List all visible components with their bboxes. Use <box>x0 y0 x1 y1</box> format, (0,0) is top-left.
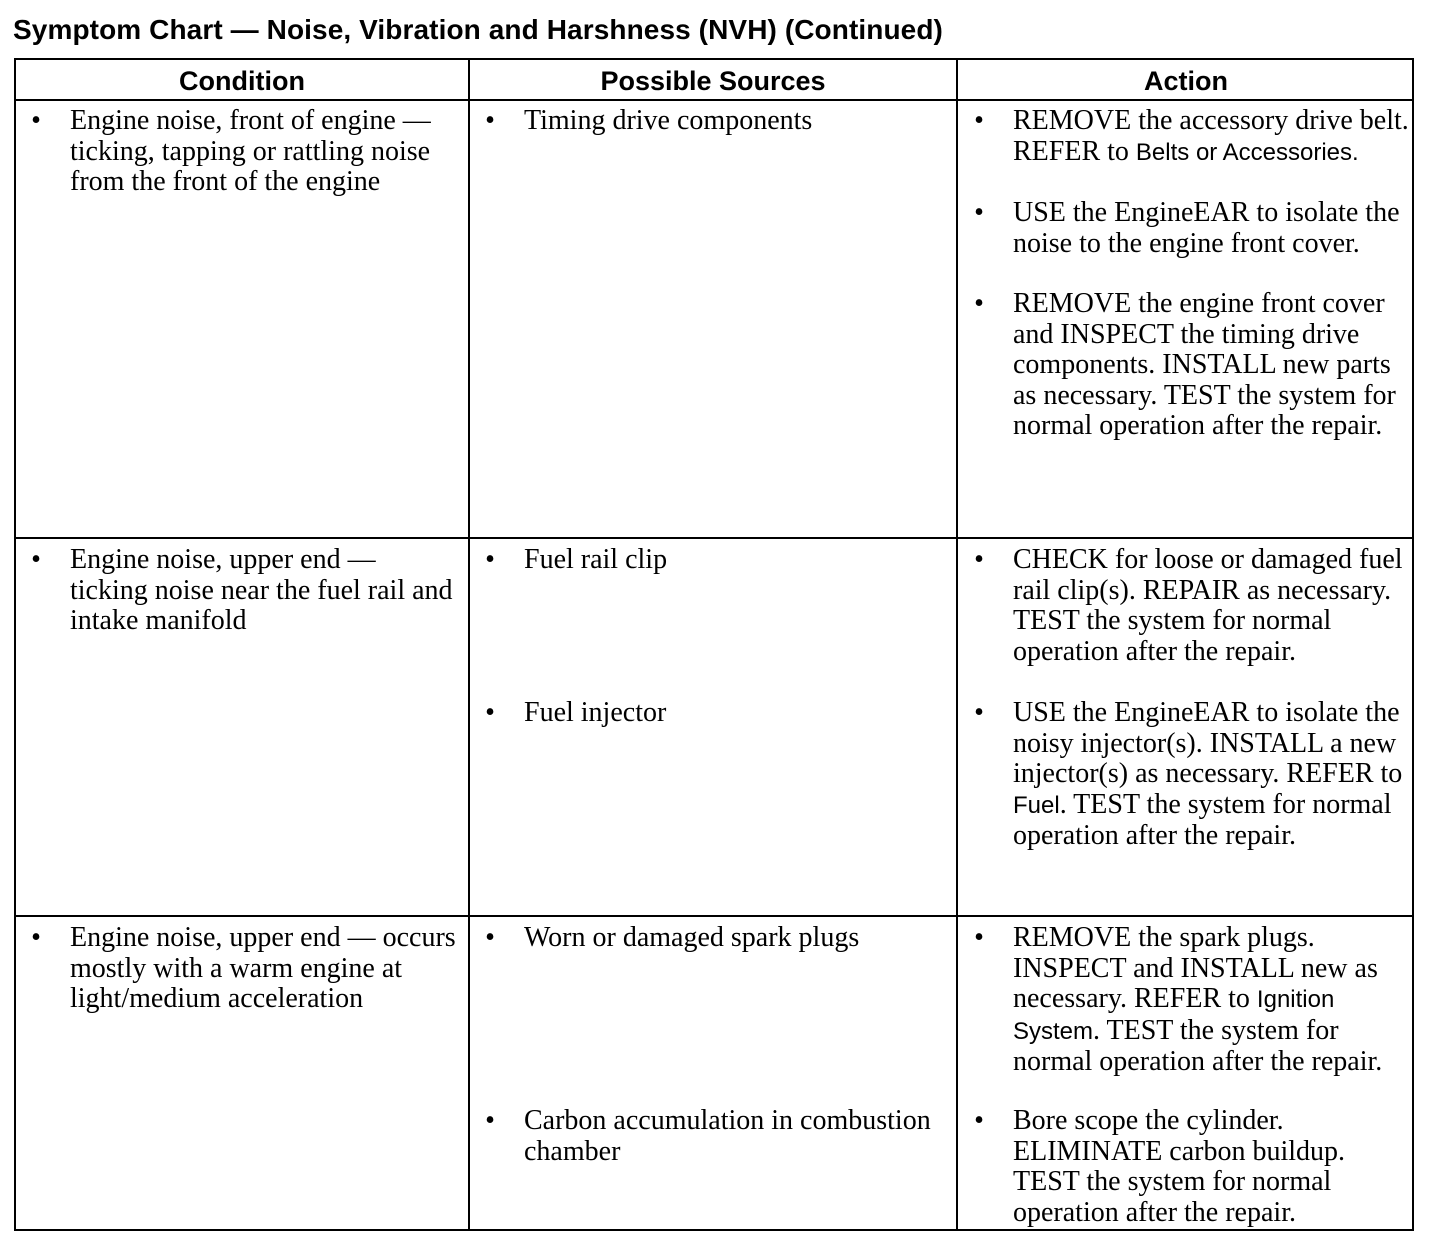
row-divider <box>16 99 1412 101</box>
action-text-part: . TEST the system for normal operation after the repair. <box>1013 1014 1383 1077</box>
manual-reference: Ignition System <box>1013 986 1335 1045</box>
bullet-icon: • <box>974 922 984 953</box>
action-text: CHECK for loose or damaged fuel rail clip(s). REPAIR as necessary. TEST the system for normal operation after the repair. <box>1013 544 1403 667</box>
column-divider <box>468 60 470 1229</box>
action-text <box>1013 106 1409 168</box>
row-divider <box>16 915 1412 917</box>
action-text-part: REMOVE the accessory drive belt. REFER to <box>1013 105 1409 167</box>
action-text: Bore scope the cylinder. ELIMINATE carbon buildup. TEST the system for normal operation after the repair. <box>1013 1105 1346 1228</box>
source-text: Worn or damaged spark plugs <box>524 922 860 953</box>
bullet-icon: • <box>485 105 495 136</box>
header-possible-sources: Possible Sources <box>600 66 826 96</box>
action-text: REMOVE the engine front cover and INSPECT the timing drive components. INSTALL new parts as necessary. TEST the system for normal operation after the repair. <box>1013 288 1396 441</box>
source-item <box>485 544 944 576</box>
action-text-part: . <box>1352 138 1359 166</box>
header-condition: Condition <box>179 66 305 96</box>
action-item <box>974 288 1409 442</box>
bullet-icon: • <box>974 197 984 228</box>
bullet-icon: • <box>485 922 495 953</box>
bullet-icon: • <box>485 1105 495 1136</box>
bullet-icon: • <box>974 544 984 575</box>
action-text-part: USE the EngineEAR to isolate the noisy injector(s). INSTALL a new injector(s) as necessary. REFER to <box>1013 697 1403 789</box>
source-text: Carbon accumulation in combustion chamber <box>524 1105 931 1167</box>
action-text-part: . TEST the system for normal operation after the repair. <box>1013 788 1392 851</box>
manual-reference: Fuel <box>1013 791 1060 819</box>
action-text <box>1013 923 1409 1078</box>
condition-text: Engine noise, upper end — occurs mostly with a warm engine at light/medium acceleration <box>70 922 456 1014</box>
column-divider <box>956 60 958 1229</box>
condition-item <box>31 105 460 198</box>
action-item <box>974 197 1409 259</box>
page-title: Symptom Chart — Noise, Vibration and Harshness (NVH) (Continued) <box>13 14 943 45</box>
condition-item <box>31 544 460 637</box>
bullet-icon: • <box>974 1105 984 1136</box>
bullet-icon: • <box>31 105 41 136</box>
action-item <box>974 544 1409 667</box>
source-text: Timing drive components <box>524 105 813 136</box>
symptom-table <box>14 58 1414 1231</box>
bullet-icon: • <box>485 697 495 728</box>
condition-item <box>31 922 460 1015</box>
action-item <box>974 697 1409 852</box>
source-text: Fuel rail clip <box>524 544 668 575</box>
source-text: Fuel injector <box>524 697 667 728</box>
source-item <box>485 105 944 137</box>
bullet-icon: • <box>31 922 41 953</box>
action-item <box>974 922 1409 1078</box>
action-text <box>1013 698 1409 852</box>
bullet-icon: • <box>485 544 495 575</box>
header-action: Action <box>1144 66 1228 96</box>
source-item <box>485 697 944 729</box>
action-text-part: REMOVE the spark plugs. INSPECT and INSTALL new as necessary. REFER to <box>1013 922 1378 1014</box>
bullet-icon: • <box>974 697 984 728</box>
condition-text: Engine noise, upper end — ticking noise near the fuel rail and intake manifold <box>70 544 453 636</box>
bullet-icon: • <box>974 105 984 136</box>
row-divider <box>16 537 1412 539</box>
source-item <box>485 1105 944 1167</box>
bullet-icon: • <box>31 544 41 575</box>
action-item <box>974 1105 1409 1228</box>
manual-reference: Belts or Accessories <box>1135 138 1353 166</box>
bullet-icon: • <box>974 288 984 319</box>
action-text: USE the EngineEAR to isolate the noise to the engine front cover. <box>1013 197 1400 259</box>
condition-text: Engine noise, front of engine — ticking, tapping or rattling noise from the front of the engine <box>70 105 431 197</box>
action-item <box>974 105 1409 168</box>
source-item <box>485 922 944 954</box>
